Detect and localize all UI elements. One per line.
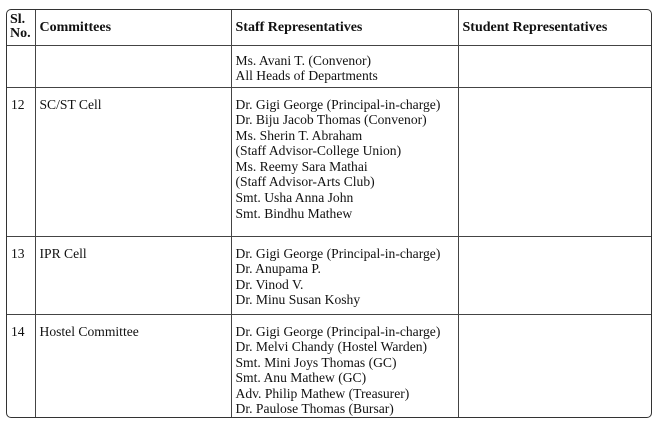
- sl-no-cell: 14: [7, 314, 35, 418]
- staff-member: Dr. Anupama P.: [235, 261, 321, 277]
- staff-member: All Heads of Departments: [235, 68, 378, 84]
- committee-cell: SC/ST Cell: [35, 87, 231, 236]
- staff-member: (Staff Advisor-College Union): [235, 143, 402, 159]
- staff-member: (Staff Advisor-Arts Club): [235, 174, 375, 190]
- table-row: [7, 236, 651, 314]
- committee-cell: IPR Cell: [35, 236, 231, 314]
- staff-member: Ms. Avani T. (Convenor): [235, 52, 372, 68]
- student-cell: [458, 45, 651, 87]
- header-staff-representatives: Staff Representatives: [231, 10, 458, 45]
- staff-member: Dr. Melvi Chandy (Hostel Warden): [235, 339, 428, 355]
- staff-member: Dr. Gigi George (Principal-in-charge): [235, 323, 441, 339]
- staff-member: Ms. Reemy Sara Mathai: [235, 158, 368, 174]
- student-cell: [458, 87, 651, 236]
- table-row: [7, 87, 651, 236]
- table-header-row: [7, 10, 651, 45]
- table-row: [7, 45, 651, 87]
- staff-member: Dr. Gigi George (Principal-in-charge): [235, 96, 441, 112]
- staff-member: Dr. Vinod V.: [235, 276, 304, 292]
- staff-member: Adv. Philip Mathew (Treasurer): [235, 385, 410, 401]
- header-committees: Committees: [35, 10, 231, 45]
- committee-table-frame: [6, 9, 652, 418]
- sl-no-cell: [7, 45, 35, 87]
- committee-table: [7, 10, 651, 418]
- staff-cell: [231, 236, 458, 314]
- staff-cell: [231, 45, 458, 87]
- staff-member: Dr. Paulose Thomas (Bursar): [235, 401, 394, 417]
- staff-member: Dr. Minu Susan Koshy: [235, 292, 361, 308]
- staff-member: Smt. Anu Mathew (GC): [235, 370, 367, 386]
- header-sl-no: Sl. No.: [7, 10, 35, 45]
- committee-cell: [35, 45, 231, 87]
- staff-member: Dr. Gigi George (Principal-in-charge): [235, 245, 441, 261]
- student-cell: [458, 314, 651, 418]
- staff-cell: [231, 314, 458, 418]
- staff-member: Smt. Bindhu Mathew: [235, 205, 353, 221]
- header-student-representatives: Student Representatives: [458, 10, 651, 45]
- staff-member: Dr. Biju Jacob Thomas (Convenor): [235, 112, 427, 128]
- staff-member: Ms. Sherin T. Abraham: [235, 127, 363, 143]
- student-cell: [458, 236, 651, 314]
- sl-no-cell: 13: [7, 236, 35, 314]
- staff-member: Smt. Usha Anna John: [235, 190, 354, 206]
- sl-no-cell: 12: [7, 87, 35, 236]
- staff-member: Smt. Mini Joys Thomas (GC): [235, 354, 397, 370]
- table-row: [7, 314, 651, 418]
- committee-cell: Hostel Committee: [35, 314, 231, 418]
- staff-cell: [231, 87, 458, 236]
